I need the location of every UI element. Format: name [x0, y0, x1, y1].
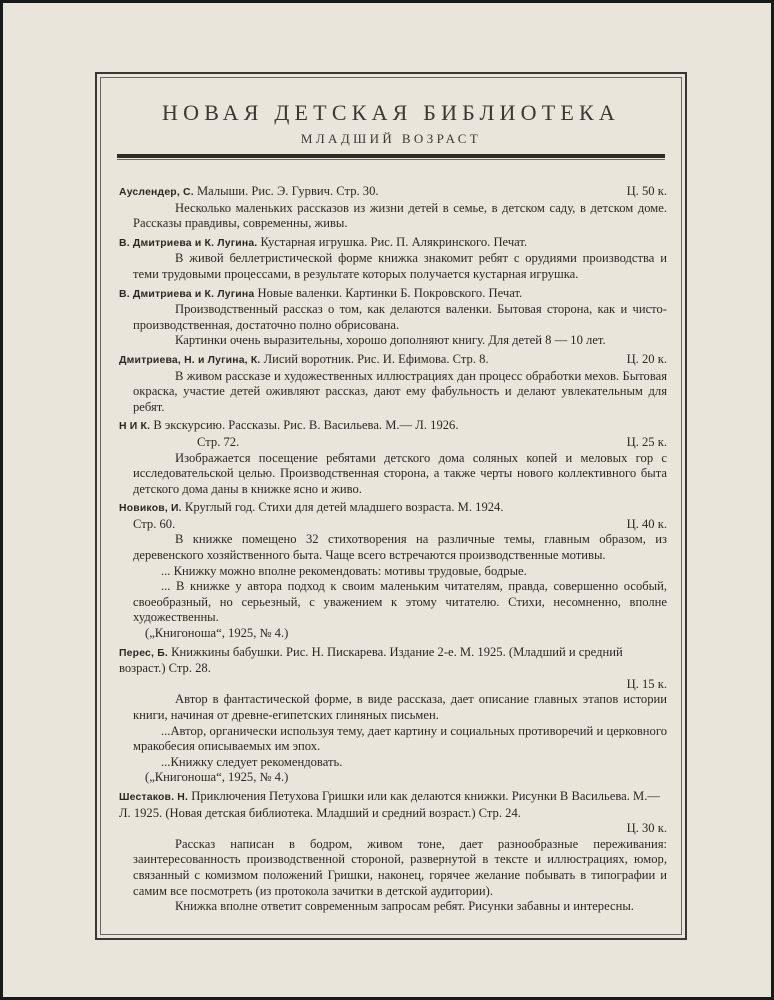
entry-price: Ц. 20 к. — [626, 351, 667, 366]
entry-price: Ц. 50 к. — [626, 184, 667, 198]
catalog-entry — [119, 235, 667, 283]
page-frame — [95, 72, 687, 940]
catalog-entry — [119, 418, 667, 497]
catalog-entry — [119, 352, 667, 415]
entry-title: Книжкины бабушки. Рис. Н. Пискарева. Издание 2-е. М. 1925. (Младший и средний возраст.) Стр. 28. — [119, 644, 623, 676]
entry-author: Новиков, И. — [119, 503, 182, 515]
entry-annotation: Картинки очень выразительны, хорошо дополняют книгу. Для детей 8 — 10 лет. — [175, 333, 606, 348]
page-sheet — [3, 3, 771, 997]
series-subtitle: МЛАДШИЙ ВОЗРАСТ — [300, 131, 482, 146]
entry-price: Ц. 15 к. — [626, 676, 667, 691]
entry-annotation: Автор в фантастической форме, в виде рассказа, дает описание главных этапов истории книги, начиная от древне-египетских глиняных письмен. — [133, 692, 667, 722]
review-source: („Книгоноша“, 1925, № 4.) — [145, 626, 289, 641]
header-rule — [117, 154, 665, 158]
entry-title: Круглый год. Стихи для детей младшего возраста. М. 1924. — [184, 500, 504, 515]
catalog-entry — [119, 184, 667, 232]
entry-author: Перес, Б. — [119, 647, 168, 659]
entry-annotation: В живом рассказе и художественных иллюстрациях дан процесс обработки мехов. Бытовая окраска, участие детей оживляют рассказ, дают ему фабульность и делают увлекательным для ребят. — [133, 368, 667, 414]
entry-annotation: В книжке помещено 32 стихотворения на различные темы, главным образом, из деревенского хозяйственного быта. Чаще всего встречаются производственные мотивы. — [133, 532, 667, 563]
entry-author: В. Дмитриева и К. Лугина. — [119, 237, 258, 249]
entry-price: Ц. 25 к. — [626, 434, 667, 449]
catalog-entry — [119, 645, 667, 786]
entry-author: Шестаков. Н. — [119, 791, 189, 803]
series-title: НОВАЯ ДЕТСКАЯ БИБЛИОТЕКА — [162, 100, 620, 125]
catalog-entry — [119, 789, 667, 915]
entry-author: Ауслендер, С. — [119, 187, 194, 198]
entry-price: Ц. 40 к. — [626, 516, 667, 531]
review-quote: ... В книжке у автора подход к своим маленьким читателям, правда, совершенно особый, своеобразный, но серьезный, с уважением к этому читателю. Стихи, несомненно, вполне художественны. — [133, 579, 667, 625]
catalog-entry — [119, 286, 667, 349]
entry-annotation: Книжка вполне ответит современным запросам ребят. Рисунки забавны и интересны. — [175, 899, 634, 914]
entry-author: Н И К. — [119, 421, 151, 433]
entry-title: В экскурсию. Рассказы. Рис. В. Васильева. М.— Л. 1926. — [153, 418, 459, 433]
entry-title: Лисий воротник. Рис. И. Ефимова. Стр. 8. — [263, 351, 489, 366]
catalog-content — [119, 184, 667, 918]
review-quote: ...Автор, органически используя тему, дает картину и социальных противоречий и церковного мракобесия описываемых им эпох. — [133, 723, 667, 754]
review-quote: ... Книжку можно вполне рекомендовать: мотивы трудовые, бодрые. — [161, 563, 527, 578]
entry-title: Приключения Петухова Гришки или как делаются книжки. Рисунки В Васильева. М.— Л. 1925. (Новая детская библиотека. Младший и средний возраст.) Стр. 24. — [119, 788, 660, 820]
entry-pages: Стр. 72. — [197, 434, 240, 449]
entry-annotation: Изображается посещение ребятами детского дома соляных копей и меловых гор с исследовательской целью. Производственная сторона, а также черты нового коллективного быта детского дома даны в книжке ясно и живо. — [133, 450, 667, 496]
entry-price: Ц. 30 к. — [626, 821, 667, 836]
entry-annotation: Производственный рассказ о том, как делаются валенки. Бытовая сторона, как и чисто-производственная, достаточно полно обрисована. — [133, 302, 667, 332]
entry-title: Новые валенки. Картинки Б. Покровского. Печат. — [257, 285, 523, 300]
review-quote: ...Книжку следует рекомендовать. — [161, 754, 343, 769]
entry-author: В. Дмитриева и К. Лугина — [119, 288, 255, 300]
entry-annotation: В живой беллетристической форме книжка знакомит ребят с орудиями производства и теми трудовыми процессами, в результате которых получается кустарная игрушка. — [133, 251, 667, 281]
entry-annotation: Рассказ написан в бодром, живом тоне, дает разнообразные переживания: заинтересованность производственной стороной, развернутой в тексте и иллюстрациях, юмор, связанный с комизмом положений Гришки, наконец, горячее желание побывать в типографии и самим все посмотреть (из протокола зачитки в детской аудитории). — [133, 836, 667, 898]
entry-author: Дмитриева, Н. и Лугина, К. — [119, 354, 261, 366]
entry-annotation: Несколько маленьких рассказов из жизни детей в семье, в детском саду, в детском доме. Рассказы правдивы, современны, живы. — [133, 200, 667, 231]
entry-pages: Стр. 60. — [133, 516, 176, 531]
catalog-entry — [119, 500, 667, 641]
entry-title: Малыши. Рис. Э. Гурвич. Стр. 30. — [196, 184, 379, 198]
entry-title: Кустарная игрушка. Рис. П. Алякринского. Печат. — [260, 234, 528, 249]
review-source: („Книгоноша“, 1925, № 4.) — [145, 770, 289, 785]
